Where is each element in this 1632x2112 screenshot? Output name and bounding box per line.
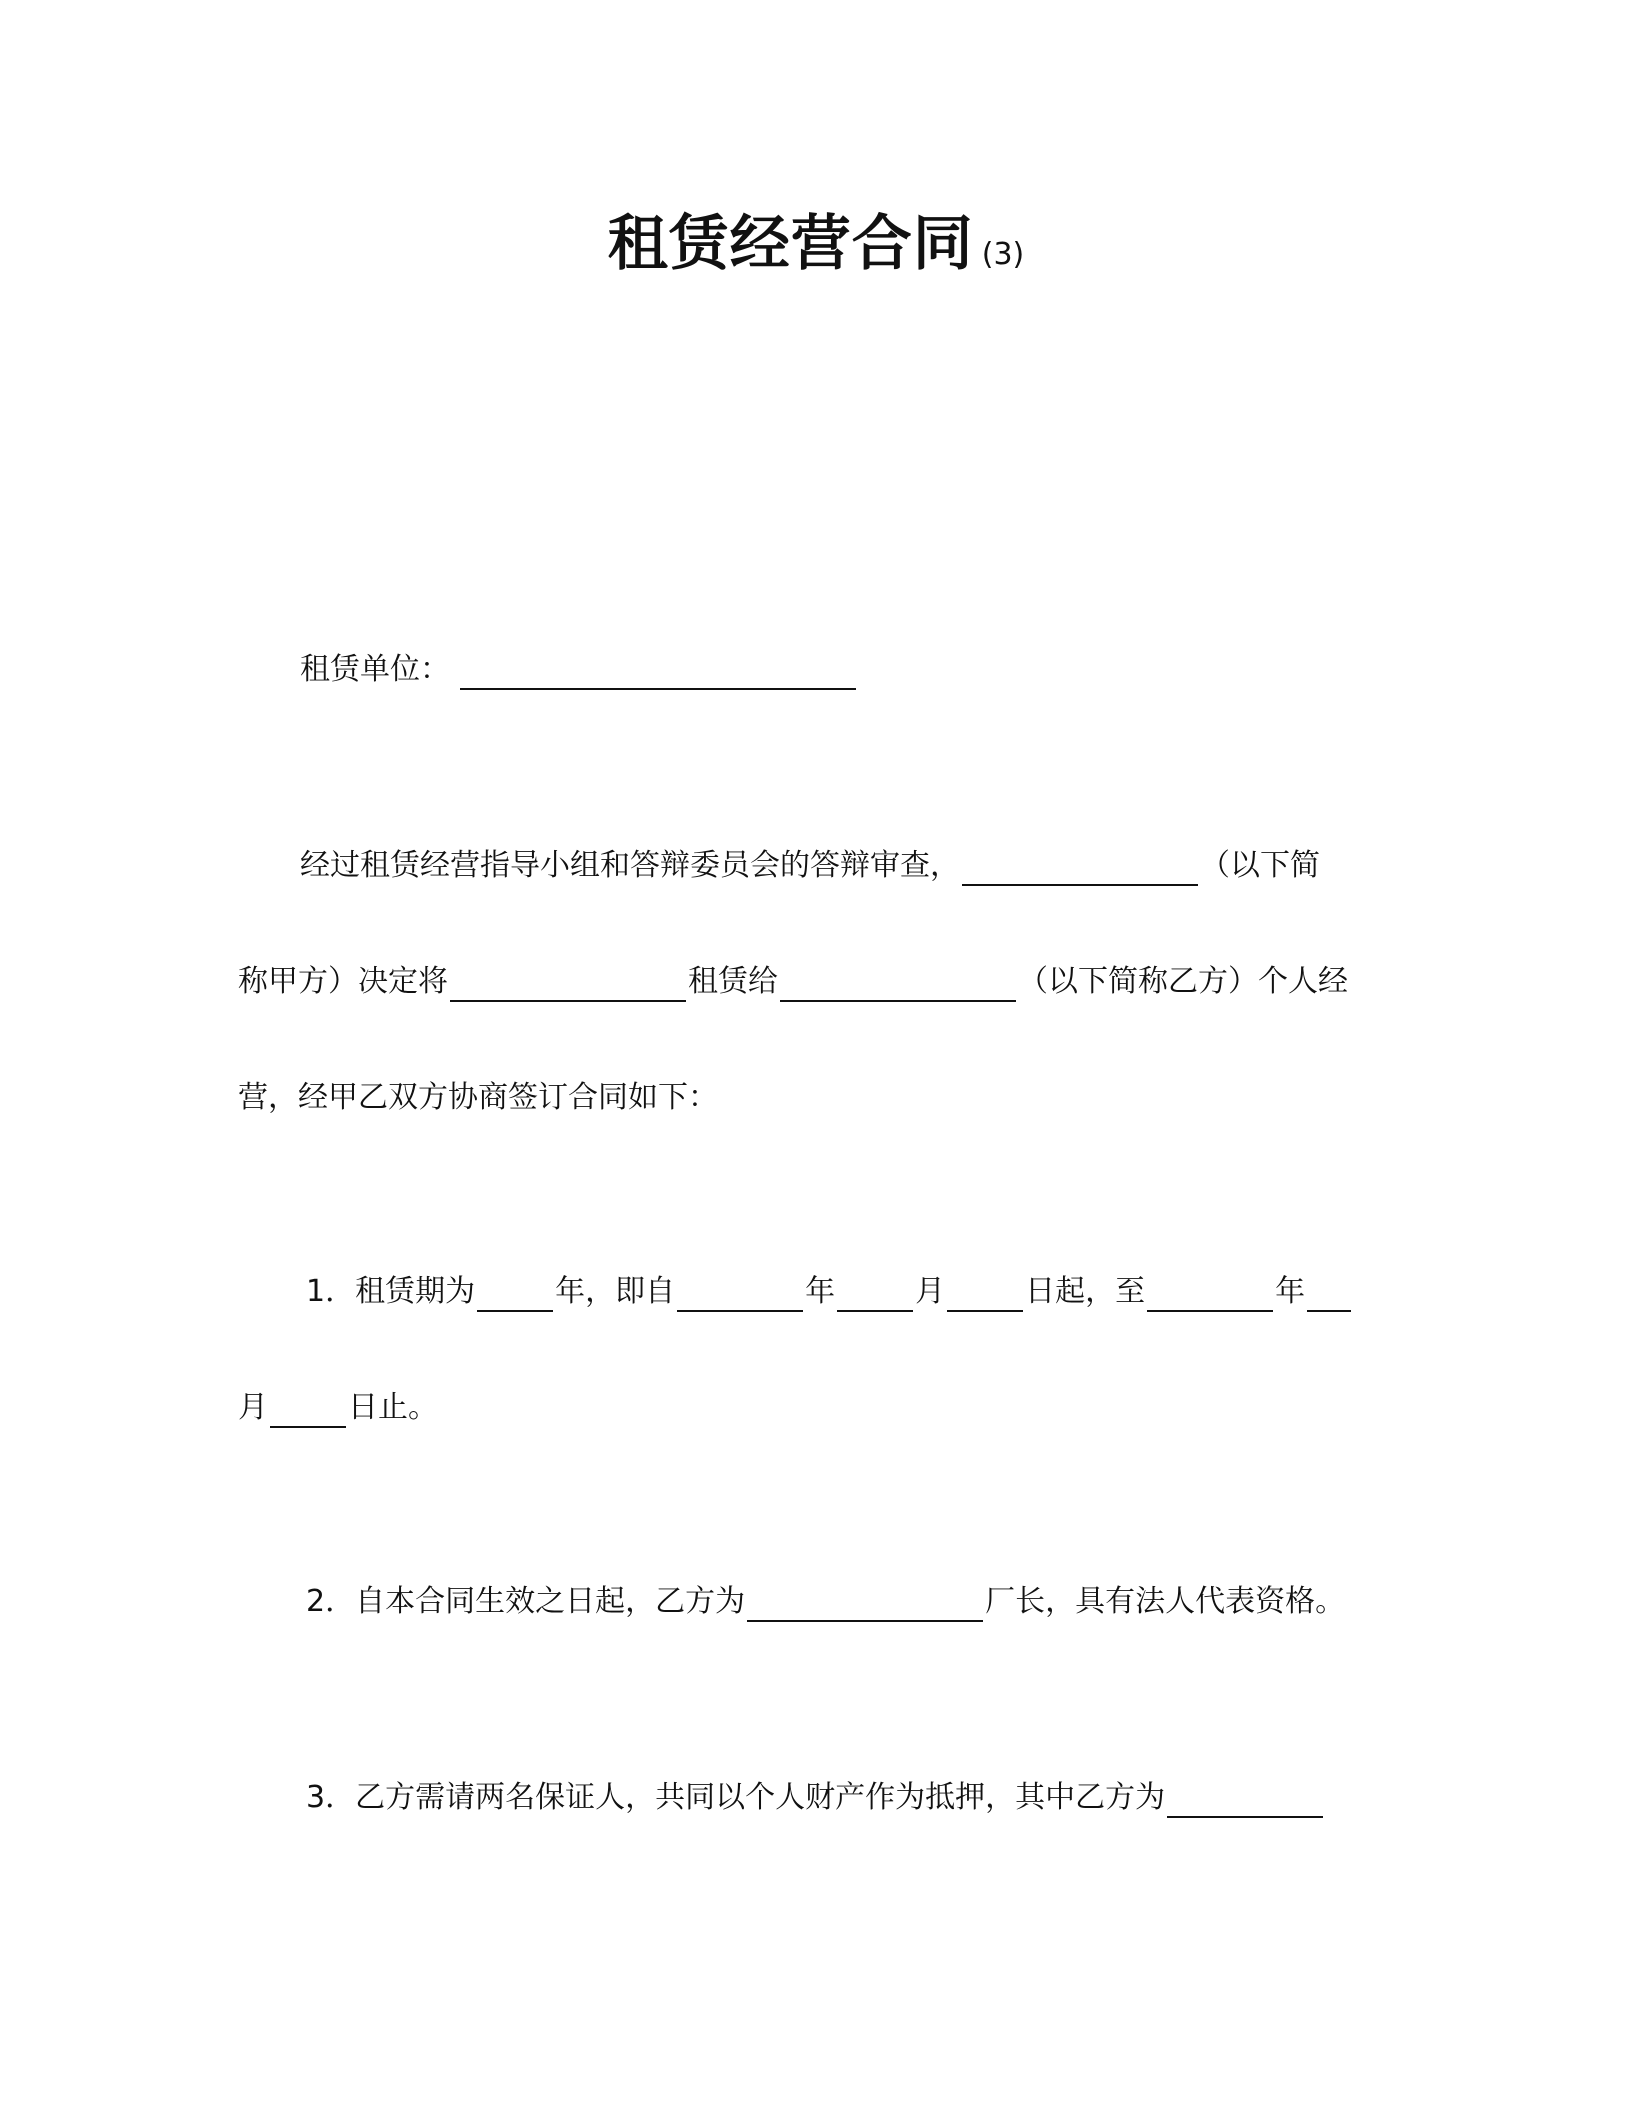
guarantor-blank	[1167, 1782, 1323, 1818]
factory-blank	[747, 1586, 983, 1622]
clause-1-line-2	[238, 1388, 438, 1428]
intro-text-6: 营，经甲乙双方协商签订合同如下：	[238, 1080, 718, 1115]
intro-text-2: （以下简	[1200, 848, 1320, 883]
party-b-blank	[780, 966, 1016, 1002]
intro-line-1	[300, 846, 1320, 886]
end-year-blank	[1147, 1276, 1273, 1312]
clause-1-text-7: 月	[238, 1390, 268, 1425]
intro-text-5: （以下简称乙方）个人经	[1018, 964, 1348, 999]
intro-text-3: 称甲方）决定将	[238, 964, 448, 999]
start-day-blank	[947, 1276, 1023, 1312]
intro-line-3	[238, 1078, 718, 1118]
title-suffix: (3)	[981, 237, 1025, 272]
lessor-label: 租赁单位：	[300, 652, 450, 687]
document-title	[0, 196, 1632, 282]
intro-line-2	[238, 962, 1348, 1002]
clause-1-text-6: 年	[1275, 1274, 1306, 1309]
clause-3-text-1: 3．乙方需请两名保证人，共同以个人财产作为抵押，其中乙方为	[306, 1780, 1166, 1815]
intro-text-4: 租赁给	[688, 964, 778, 999]
end-month-blank	[1307, 1276, 1351, 1312]
clause-1-text-3: 年	[805, 1274, 836, 1309]
clause-1-line-1	[306, 1272, 1353, 1312]
lessor-blank	[460, 654, 856, 690]
title-main: 租赁经营合同	[607, 209, 974, 279]
lease-years-blank	[477, 1276, 553, 1312]
start-month-blank	[837, 1276, 913, 1312]
clause-2-line	[306, 1582, 1345, 1622]
end-day-blank	[270, 1392, 346, 1428]
leased-object-blank	[450, 966, 686, 1002]
clause-1-text-5: 日起，至	[1025, 1274, 1146, 1309]
clause-1-text-2: 年，即自	[555, 1274, 676, 1309]
clause-3-line	[306, 1778, 1325, 1818]
clause-1-text-1: 1．租赁期为	[306, 1274, 476, 1309]
intro-text-1: 经过租赁经营指导小组和答辩委员会的答辩审查，	[300, 848, 960, 883]
clause-2-text-1: 2．自本合同生效之日起，乙方为	[306, 1584, 746, 1619]
clause-2-text-2: 厂长，具有法人代表资格。	[985, 1584, 1346, 1619]
lessor-line	[300, 650, 858, 690]
clause-1-text-4: 月	[915, 1274, 946, 1309]
clause-1-text-8: 日止。	[348, 1390, 438, 1425]
party-a-blank	[962, 850, 1198, 886]
start-year-blank	[677, 1276, 803, 1312]
